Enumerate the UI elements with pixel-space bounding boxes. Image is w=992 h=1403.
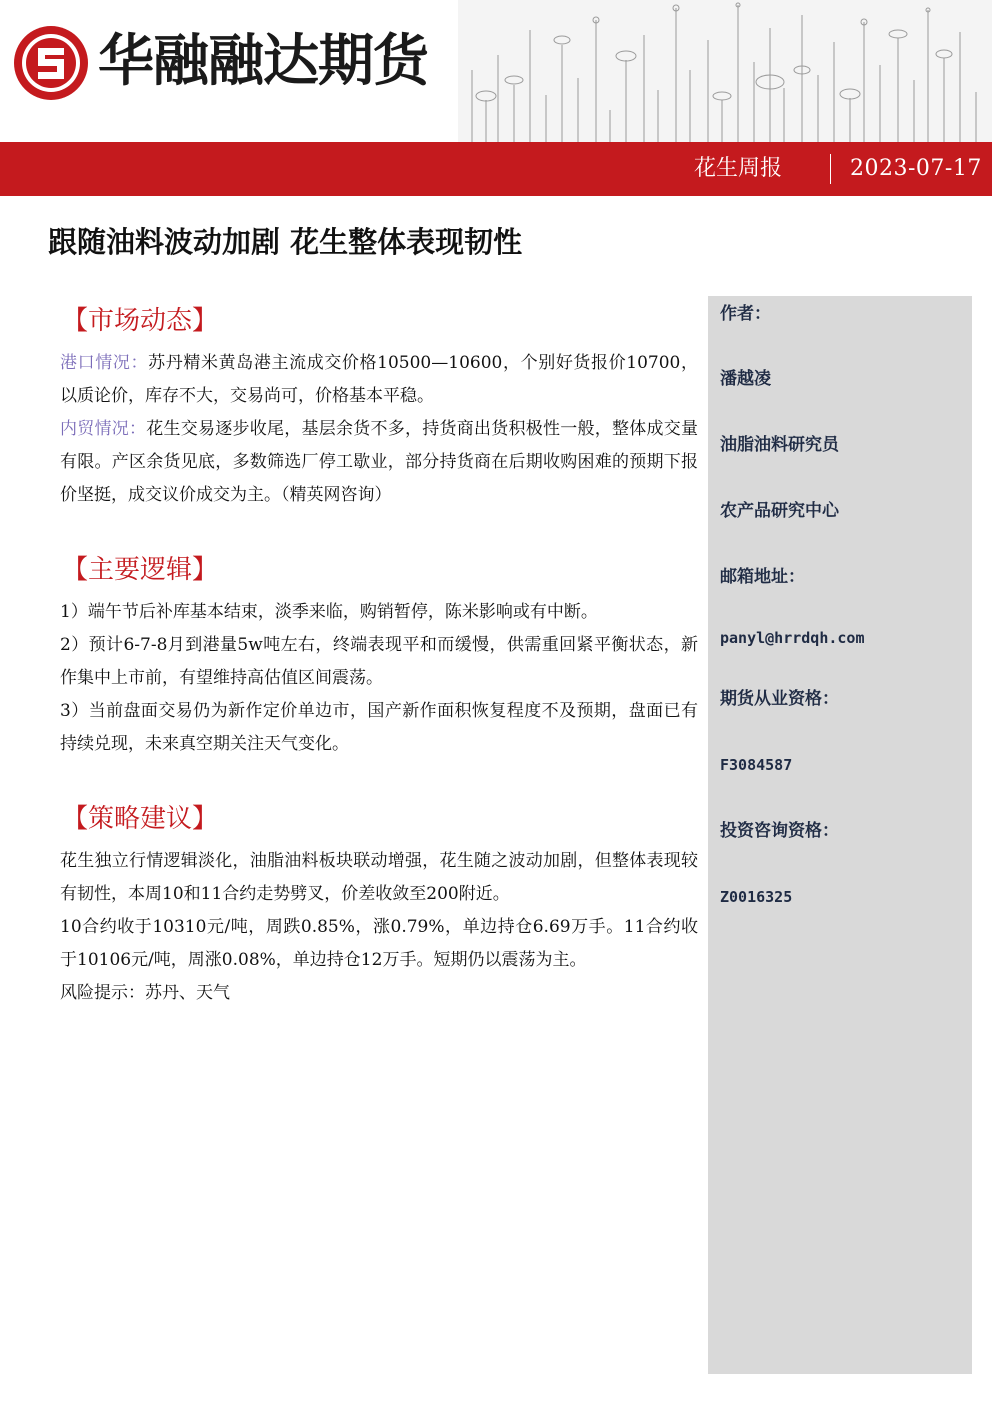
- company-logo-icon: [12, 24, 90, 102]
- email-label: 邮箱地址：: [720, 567, 805, 587]
- author-title: 油脂油料研究员: [720, 435, 839, 455]
- page-header: [0, 0, 992, 142]
- port-label: 港口情况：: [60, 353, 149, 373]
- investment-qualification-label: 投资咨询资格：: [720, 821, 839, 841]
- page-title: 跟随油料波动加剧 花生整体表现韧性: [48, 225, 523, 259]
- futures-qualification: F3084587: [720, 756, 793, 774]
- logic-item: 2）预计6-7-8月到港量5w吨左右，终端表现平和而缓慢，供需重回紧平衡状态，新作集中上市前，有望维持高估值区间震荡。: [60, 635, 698, 688]
- author-name: 潘越凌: [720, 369, 771, 389]
- strategy-paragraph: 花生独立行情逻辑淡化，油脂油料板块联动增强，花生随之波动加剧，但整体表现较有韧性，本周10和11合约走势劈叉，价差收敛至200附近。: [60, 851, 698, 904]
- port-text: 苏丹精米黄岛港主流成交价格10500—10600，个别好货报价10700，以质论价，库存不大，交易尚可，价格基本平稳。: [60, 353, 698, 406]
- email-address[interactable]: panyl@hrrdqh.com: [720, 629, 865, 647]
- strategy-paragraph: 10合约收于10310元/吨，周跌0.85%，涨0.79%，单边持仓6.69万手。11合约收于10106元/吨，周涨0.08%，单边持仓12万手。短期仍以震荡为主。: [60, 917, 698, 970]
- department: 农产品研究中心: [720, 501, 839, 521]
- domestic-paragraph: [60, 413, 698, 512]
- risk-note: 风险提示：苏丹、天气: [60, 983, 230, 1003]
- domestic-label: 内贸情况：: [60, 419, 147, 439]
- port-paragraph: [60, 347, 698, 413]
- company-name: 华融融达期货: [98, 29, 428, 94]
- report-date: 2023-07-17: [850, 156, 982, 181]
- author-sidebar: [708, 296, 972, 1374]
- logic-item: 1）端午节后补库基本结束，淡季来临，购销暂停，陈米影响或有中断。: [60, 602, 598, 622]
- bar-divider: [830, 154, 831, 184]
- domestic-text: 花生交易逐步收尾，基层余货不多，持货商出货积极性一般，整体成交量有限。产区余货见底，多数筛选厂停工歇业，部分持货商在后期收购困难的预期下报价坚挺，成交议价成交为主。（精英网咨询）: [60, 419, 698, 505]
- investment-qualification: Z0016325: [720, 888, 793, 906]
- section-heading-logic: 【主要逻辑】: [62, 555, 219, 585]
- futures-qualification-label: 期货从业资格：: [720, 689, 839, 709]
- section-heading-market: 【市场动态】: [62, 306, 219, 336]
- report-type: 花生周报: [694, 156, 783, 181]
- report-bar: [0, 142, 992, 196]
- section-heading-strategy: 【策略建议】: [62, 804, 219, 834]
- logic-item: 3）当前盘面交易仍为新作定价单边市，国产新作面积恢复程度不及预期，盘面已有持续兑现，未来真空期关注天气变化。: [60, 701, 698, 754]
- author-label: 作者：: [720, 304, 771, 324]
- decorative-pattern: [458, 0, 992, 142]
